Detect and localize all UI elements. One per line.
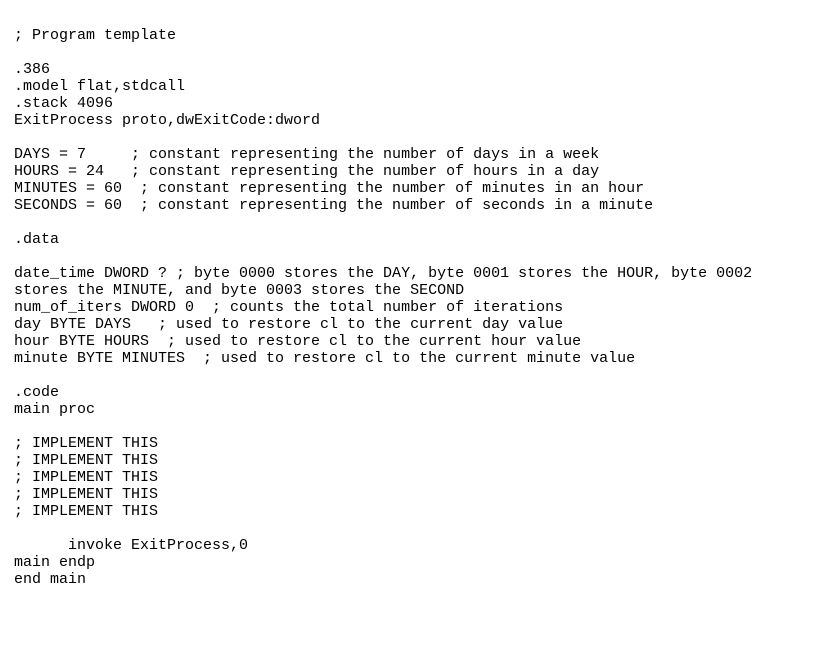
code-line: invoke ExitProcess,0 (14, 537, 249, 554)
code-line: .386 (14, 61, 51, 78)
code-line: hour BYTE HOURS ; used to restore cl to the current hour value (14, 333, 582, 350)
code-line: .stack 4096 (14, 95, 114, 112)
code-line: HOURS = 24 ; constant representing the number of hours in a day (14, 163, 600, 180)
code-line: DAYS = 7 ; constant representing the number of days in a week (14, 146, 600, 163)
code-line: ; Program template (14, 27, 177, 44)
code-line: ExitProcess proto,dwExitCode:dword (14, 112, 321, 129)
code-line: main proc (14, 401, 96, 418)
code-line: .model flat,stdcall (14, 78, 186, 95)
code-line: .code (14, 384, 60, 401)
code-line (14, 418, 804, 435)
code-line: ; IMPLEMENT THIS (14, 486, 159, 503)
code-line: ; IMPLEMENT THIS (14, 469, 159, 486)
code-line: SECONDS = 60 ; constant representing the number of seconds in a minute (14, 197, 654, 214)
code-line (14, 44, 804, 61)
code-line (14, 520, 804, 537)
code-document (14, 27, 804, 588)
code-line: ; IMPLEMENT THIS (14, 503, 159, 520)
code-line: day BYTE DAYS ; used to restore cl to the current day value (14, 316, 564, 333)
code-line: ; IMPLEMENT THIS (14, 435, 159, 452)
code-line: num_of_iters DWORD 0 ; counts the total number of iterations (14, 299, 564, 316)
code-line: end main (14, 571, 87, 588)
code-line: .data (14, 231, 60, 248)
code-line (14, 248, 804, 265)
code-line: MINUTES = 60 ; constant representing the number of minutes in an hour (14, 180, 645, 197)
code-line (14, 367, 804, 384)
code-line: minute BYTE MINUTES ; used to restore cl to the current minute value (14, 350, 636, 367)
code-line (14, 129, 804, 146)
code-line: date_time DWORD ? ; byte 0000 stores the DAY, byte 0001 stores the HOUR, byte 0002 (14, 265, 753, 282)
code-line: stores the MINUTE, and byte 0003 stores the SECOND (14, 282, 465, 299)
code-line: ; IMPLEMENT THIS (14, 452, 159, 469)
code-line (14, 214, 804, 231)
code-line: main endp (14, 554, 96, 571)
